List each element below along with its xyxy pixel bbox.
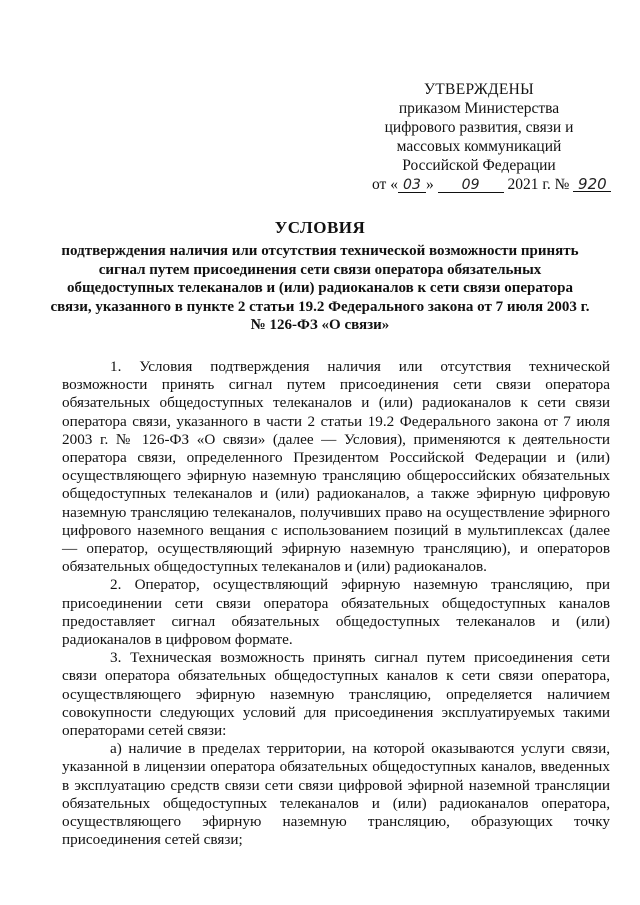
title-subtitle: подтверждения наличия или отсутствия технической возможности принять сигнал путем присоединения сети связи оператора обязательных общедоступных телеканалов и (или) радиоканалов к сети связи оператора связи, указанного в пункте 2 статьи 19.2 Федерального закона от 7 июля 2003 г. № 126-ФЗ «О связи»: [50, 243, 590, 333]
handwritten-day: 03: [398, 178, 426, 193]
paragraph-3: 3. Техническая возможность принять сигнал путем присоединения сети связи оператора обязательных общедоступных каналов к сети связи оператора, осуществляющего эфирную наземную трансляцию, определяется наличием совокупности следующих условий для присоединения эксплуатируемых такими операторами сетей связи:: [62, 649, 610, 740]
approved-heading: УТВЕРЖДЕНЫ: [424, 81, 534, 98]
document-title: [50, 218, 590, 335]
handwritten-month: 09: [438, 178, 504, 193]
approval-line-3: массовых коммуникаций: [396, 138, 562, 155]
date-prefix: от «: [372, 176, 398, 193]
approval-date-line: [372, 175, 607, 194]
approval-line-4: Российской Федерации: [402, 157, 556, 174]
title-main: УСЛОВИЯ: [274, 218, 366, 237]
paragraph-2: 2. Оператор, осуществляющий эфирную наземную трансляцию, при присоединении сети связи оператора обязательных общедоступных каналов предоставляет сигнал обязательных общедоступных телеканалов и (или) радиоканалов в цифровом формате.: [62, 576, 610, 649]
paragraph-1: 1. Условия подтверждения наличия или отсутствия технической возможности принять сигнал путем присоединения сети связи оператора обязательных общедоступных телеканалов и (или) радиоканалов к сети связи оператора связи, указанного в части 2 статьи 19.2 Федерального закона от 7 июля 2003 г. № 126-ФЗ «О связи» (далее — Условия), применяются к деятельности оператора связи, определенного Президентом Российской Федерации и (или) осуществляющего эфирную наземную трансляцию общероссийских обязательных общедоступных телеканалов и (или) радиоканалов, а также эфирную цифровую наземную трансляцию телеканалов, получивших право на осуществление эфирного цифрового наземного вещания с использованием позиций в мультиплексах (далее — оператор, осуществляющий эфирную наземную трансляцию), и операторов обязательных общедоступных телеканалов и (или) радиоканалов.: [62, 358, 610, 576]
date-year: 2021 г. №: [503, 176, 574, 193]
document-body: [62, 358, 610, 849]
paragraph-3a: а) наличие в пределах территории, на которой оказываются услуги связи, указанной в лицензии оператора обязательных общедоступных каналов, введенных в эксплуатацию средств связи сети связи цифровой эфирной наземной трансляции обязательных общедоступных телеканалов и (или) радиоканалов оператора, осуществляющего эфирную наземную трансляцию, образующих точку присоединения сетей связи;: [62, 740, 610, 849]
approval-stamp: [372, 80, 607, 194]
handwritten-order-number: 920: [573, 177, 611, 192]
approval-line-2: цифрового развития, связи и: [384, 119, 574, 136]
approval-line-1: приказом Министерства: [398, 100, 560, 117]
date-mid: »: [425, 176, 438, 193]
